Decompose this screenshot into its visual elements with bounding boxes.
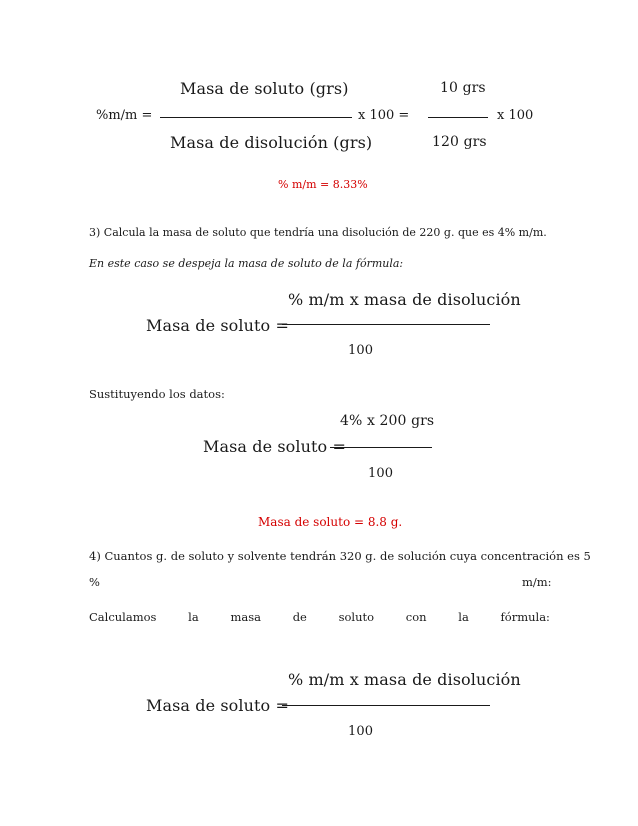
formula3-numerator: 4% x 200 grs xyxy=(340,413,435,429)
question3-note: En este caso se despeja la masa de soluto de la fórmula: xyxy=(89,257,404,270)
formula1-lhs: %m/m = xyxy=(96,108,153,123)
question4-line1: 4) Cuantos g. de soluto y solvente tendrán 320 g. de solución cuya concentración es 5 xyxy=(89,549,591,563)
formula2-denominator: 100 xyxy=(348,343,374,358)
formula4-lhs: Masa de soluto = xyxy=(146,696,289,715)
word-7: fórmula: xyxy=(500,610,550,624)
word-6: la xyxy=(458,610,469,624)
formula1-denominator: Masa de disolución (grs) xyxy=(170,133,373,152)
word-2: masa xyxy=(230,610,261,624)
formula2-fraction-bar xyxy=(282,324,490,325)
result2: Masa de soluto = 8.8 g. xyxy=(258,515,403,529)
word-5: con xyxy=(405,610,427,624)
formula1-fraction-bar xyxy=(160,117,352,118)
question4-line2-left: % xyxy=(89,575,100,589)
formula1-fraction-bar2 xyxy=(428,117,488,118)
formula1-times2: x 100 xyxy=(497,108,534,123)
word-0: Calculamos xyxy=(89,610,157,624)
word-1: la xyxy=(188,610,199,624)
word-3: de xyxy=(292,610,307,624)
formula3-fraction-bar xyxy=(330,447,432,448)
formula2-lhs: Masa de soluto = xyxy=(146,316,289,335)
word-4: soluto xyxy=(338,610,375,624)
formula1-numerator: Masa de soluto (grs) xyxy=(180,79,349,98)
substitute-label: Sustituyendo los datos: xyxy=(89,387,225,401)
formula2-numerator: % m/m x masa de disolución xyxy=(288,290,521,309)
formula1-times: x 100 = xyxy=(358,108,410,123)
formula1-numerator2: 10 grs xyxy=(440,80,486,96)
question4-line3 xyxy=(89,610,550,624)
result1: % m/m = 8.33% xyxy=(278,178,368,191)
formula1-denominator2: 120 grs xyxy=(432,134,487,150)
question4-line2-right: m/m: xyxy=(522,575,552,589)
formula4-fraction-bar xyxy=(282,705,490,706)
formula4-numerator: % m/m x masa de disolución xyxy=(288,670,521,689)
formula3-denominator: 100 xyxy=(368,466,394,481)
formula4-denominator: 100 xyxy=(348,724,374,739)
formula3-lhs: Masa de soluto = xyxy=(203,437,346,456)
question3-text: 3) Calcula la masa de soluto que tendría una disolución de 220 g. que es 4% m/m. xyxy=(89,226,547,239)
